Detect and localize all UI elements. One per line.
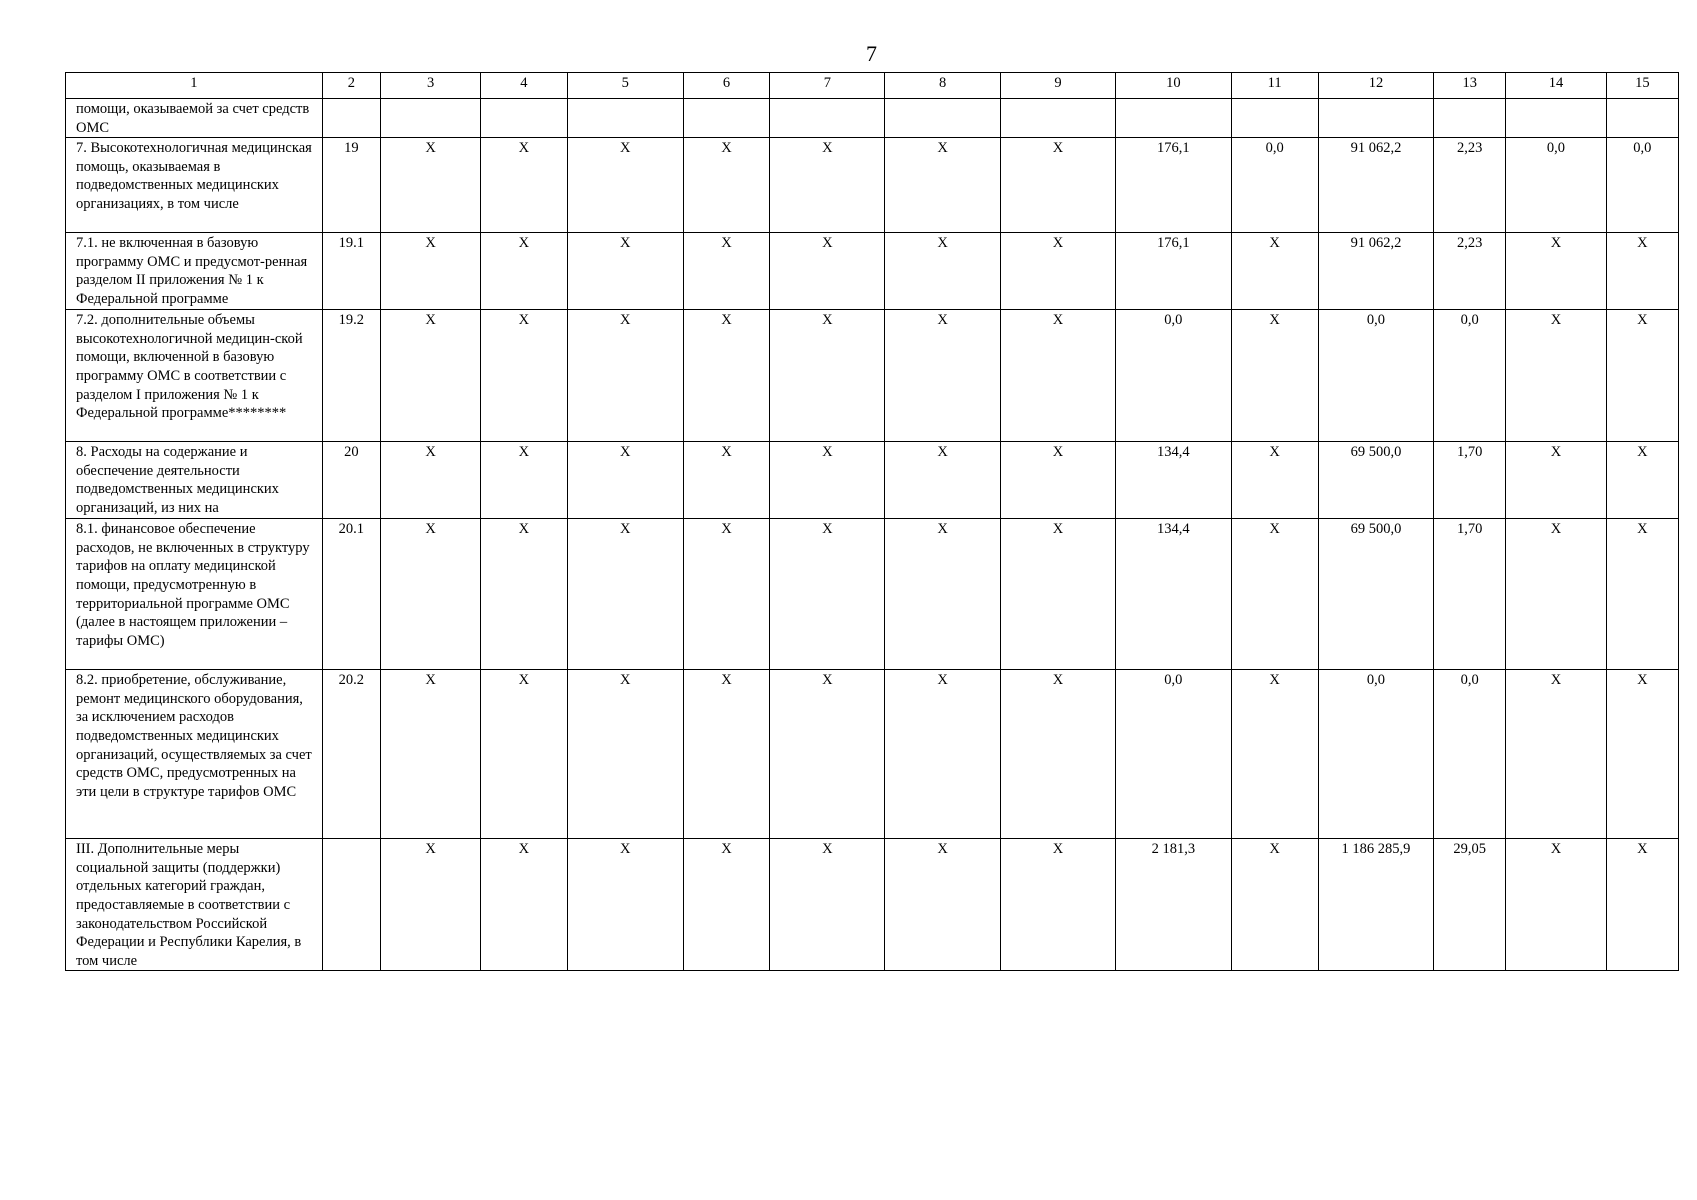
table-cell: X xyxy=(481,670,567,839)
table-row xyxy=(66,138,1679,233)
table-cell: 91 062,2 xyxy=(1318,233,1433,310)
table-cell xyxy=(567,99,683,138)
table-cell: X xyxy=(567,310,683,442)
table-cell: 0,0 xyxy=(1116,670,1231,839)
header-cell: 2 xyxy=(322,73,380,99)
header-cell: 11 xyxy=(1231,73,1318,99)
table-cell xyxy=(1434,99,1506,138)
table-cell: X xyxy=(1231,839,1318,971)
table-cell: X xyxy=(380,442,480,519)
table-cell: X xyxy=(770,519,885,670)
page-number: 7 xyxy=(866,41,877,66)
table-cell: X xyxy=(1606,233,1678,310)
table-cell xyxy=(1000,99,1115,138)
table-cell: 29,05 xyxy=(1434,839,1506,971)
table-row xyxy=(66,99,1679,138)
table-cell: 20.1 xyxy=(322,519,380,670)
row-label-cell: 7.1. не включенная в базовую программу ОМС и предусмот-ренная разделом II приложения № 1 к Федеральной программе xyxy=(66,233,323,310)
table-cell: 176,1 xyxy=(1116,233,1231,310)
table-cell: 20.2 xyxy=(322,670,380,839)
table-row xyxy=(66,233,1679,310)
table-cell: X xyxy=(1000,519,1115,670)
table-cell: X xyxy=(683,233,769,310)
table-cell: 0,0 xyxy=(1231,138,1318,233)
table-cell: X xyxy=(885,519,1000,670)
table-cell: X xyxy=(1606,310,1678,442)
table-cell: X xyxy=(683,839,769,971)
table-cell: 19 xyxy=(322,138,380,233)
table-cell: 134,4 xyxy=(1116,442,1231,519)
table-cell xyxy=(885,99,1000,138)
table-cell: X xyxy=(1606,670,1678,839)
table-cell: 1 186 285,9 xyxy=(1318,839,1433,971)
table-cell: X xyxy=(1231,233,1318,310)
table-cell: X xyxy=(885,138,1000,233)
table-cell: X xyxy=(1231,310,1318,442)
row-label-cell: 7. Высокотехнологичная медицинская помощь, оказываемая в подведомственных медицинских организациях, в том числе xyxy=(66,138,323,233)
table-cell: X xyxy=(885,670,1000,839)
table-cell: X xyxy=(770,670,885,839)
table-cell: X xyxy=(1000,442,1115,519)
table-cell: X xyxy=(1606,442,1678,519)
table-cell: 19.1 xyxy=(322,233,380,310)
table-cell: X xyxy=(683,138,769,233)
table-cell: X xyxy=(1231,670,1318,839)
table-cell: 1,70 xyxy=(1434,442,1506,519)
table-cell: X xyxy=(380,310,480,442)
table-cell xyxy=(1318,99,1433,138)
table-cell: X xyxy=(1231,442,1318,519)
data-table xyxy=(65,72,1679,971)
table-cell: X xyxy=(481,310,567,442)
table-cell: X xyxy=(567,233,683,310)
table-cell: X xyxy=(567,839,683,971)
table-cell: X xyxy=(1506,310,1606,442)
table-cell: 19.2 xyxy=(322,310,380,442)
table-row xyxy=(66,839,1679,971)
table-cell xyxy=(683,99,769,138)
table-cell: X xyxy=(885,839,1000,971)
table-cell: X xyxy=(1606,839,1678,971)
table-cell: X xyxy=(481,138,567,233)
table-cell: X xyxy=(380,138,480,233)
row-label-cell: 8. Расходы на содержание и обеспечение деятельности подведомственных медицинских организаций, из них на xyxy=(66,442,323,519)
table-cell: X xyxy=(481,442,567,519)
table-cell: X xyxy=(683,519,769,670)
row-label-cell: 7.2. дополнительные объемы высокотехнологичной медицин-ской помощи, включенной в базовую программу ОМС в соответствии с разделом I приложения № 1 к Федеральной программе******** xyxy=(66,310,323,442)
header-cell: 7 xyxy=(770,73,885,99)
header-cell: 6 xyxy=(683,73,769,99)
header-cell: 1 xyxy=(66,73,323,99)
table-cell: X xyxy=(567,670,683,839)
table-cell xyxy=(380,99,480,138)
table-cell: X xyxy=(1506,839,1606,971)
table-cell: X xyxy=(770,839,885,971)
table-cell: 0,0 xyxy=(1606,138,1678,233)
header-row xyxy=(66,73,1679,99)
table-cell: 0,0 xyxy=(1506,138,1606,233)
table-cell xyxy=(322,839,380,971)
table-cell xyxy=(1231,99,1318,138)
header-cell: 5 xyxy=(567,73,683,99)
table-cell: 0,0 xyxy=(1318,310,1433,442)
table-cell: X xyxy=(1000,839,1115,971)
table-cell: X xyxy=(770,138,885,233)
table-cell xyxy=(322,99,380,138)
table-cell: 0,0 xyxy=(1318,670,1433,839)
table-cell: X xyxy=(567,442,683,519)
table-row xyxy=(66,310,1679,442)
table-cell xyxy=(1606,99,1678,138)
table-cell: 91 062,2 xyxy=(1318,138,1433,233)
table-cell: 20 xyxy=(322,442,380,519)
table-cell: X xyxy=(683,442,769,519)
header-cell: 3 xyxy=(380,73,480,99)
header-cell: 13 xyxy=(1434,73,1506,99)
table-cell: 2,23 xyxy=(1434,233,1506,310)
table-cell: 69 500,0 xyxy=(1318,442,1433,519)
table-cell: X xyxy=(380,519,480,670)
header-cell: 8 xyxy=(885,73,1000,99)
table-cell: 134,4 xyxy=(1116,519,1231,670)
row-label-cell: помощи, оказываемой за счет средств ОМС xyxy=(66,99,323,138)
table-cell: X xyxy=(1000,233,1115,310)
table-cell: X xyxy=(683,310,769,442)
row-label-cell: 8.1. финансовое обеспечение расходов, не включенных в структуру тарифов на оплату медицинской помощи, предусмотренную в территориальной программе ОМС (далее в настоящем приложении – тарифы ОМС) xyxy=(66,519,323,670)
table-cell: X xyxy=(885,310,1000,442)
header-cell: 14 xyxy=(1506,73,1606,99)
table-cell: X xyxy=(1000,310,1115,442)
table-cell xyxy=(770,99,885,138)
header-cell: 10 xyxy=(1116,73,1231,99)
header-cell: 12 xyxy=(1318,73,1433,99)
table-cell: X xyxy=(885,442,1000,519)
table-cell xyxy=(1506,99,1606,138)
table-cell: X xyxy=(567,138,683,233)
table-cell: X xyxy=(380,670,480,839)
table-cell: X xyxy=(1000,670,1115,839)
table-cell: 0,0 xyxy=(1116,310,1231,442)
table-cell: X xyxy=(1506,670,1606,839)
table-cell: X xyxy=(770,310,885,442)
table-cell: 2 181,3 xyxy=(1116,839,1231,971)
table-cell: X xyxy=(683,670,769,839)
table-cell: X xyxy=(1231,519,1318,670)
header-cell: 15 xyxy=(1606,73,1678,99)
header-cell: 4 xyxy=(481,73,567,99)
table-cell: X xyxy=(770,442,885,519)
table-cell xyxy=(481,99,567,138)
row-label-cell: III. Дополнительные меры социальной защиты (поддержки) отдельных категорий граждан, предоставляемые в соответствии с законодательством Российской Федерации и Республики Карелия, в том числе xyxy=(66,839,323,971)
table-row xyxy=(66,670,1679,839)
table-row xyxy=(66,519,1679,670)
table-cell: 1,70 xyxy=(1434,519,1506,670)
table-cell: X xyxy=(481,233,567,310)
table-cell: 69 500,0 xyxy=(1318,519,1433,670)
table-cell: X xyxy=(1506,233,1606,310)
table-cell: X xyxy=(481,519,567,670)
table-cell: 0,0 xyxy=(1434,670,1506,839)
table-cell: 176,1 xyxy=(1116,138,1231,233)
table-cell: 2,23 xyxy=(1434,138,1506,233)
table-cell xyxy=(1116,99,1231,138)
table-row xyxy=(66,442,1679,519)
table-cell: X xyxy=(380,233,480,310)
row-label-cell: 8.2. приобретение, обслуживание, ремонт медицинского оборудования, за исключением расходов подведомственных медицинских организаций, осуществляемых за счет средств ОМС, предусмотренных на эти цели в структуре тарифов ОМС xyxy=(66,670,323,839)
table-cell: 0,0 xyxy=(1434,310,1506,442)
table-cell: X xyxy=(567,519,683,670)
table-cell: X xyxy=(380,839,480,971)
table-cell: X xyxy=(1506,519,1606,670)
table-cell: X xyxy=(1000,138,1115,233)
table-cell: X xyxy=(1506,442,1606,519)
table-cell: X xyxy=(1606,519,1678,670)
table-cell: X xyxy=(885,233,1000,310)
table-cell: X xyxy=(481,839,567,971)
header-cell: 9 xyxy=(1000,73,1115,99)
table-cell: X xyxy=(770,233,885,310)
